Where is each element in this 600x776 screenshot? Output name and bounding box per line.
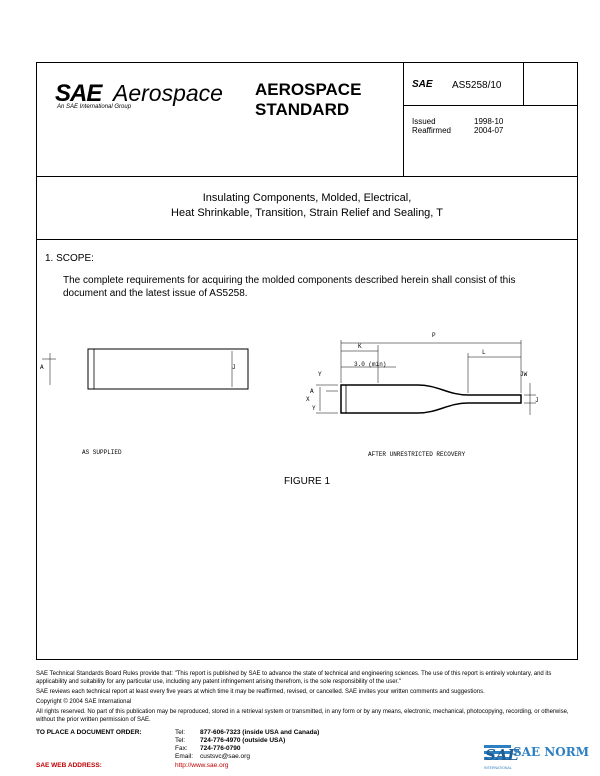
sae-norm-logo-icon [484,743,519,765]
dim-label-min: 3.0 (min) [354,361,387,368]
scope-text-line-1: The complete requirements for acquiring the molded components described herein shall consist of this [63,275,516,286]
title-line-2: STANDARD [255,100,350,119]
sae-small-mark: SAE [412,79,433,90]
logo-tagline: An SAE International Group [57,104,132,110]
tel2-value: 724-776-4970 (outside USA) [200,737,286,744]
document-subject [36,191,578,221]
footer-copyright: Copyright © 2004 SAE International [36,699,132,705]
title-line-1: AEROSPACE [255,80,362,99]
tel-label: Tel: [175,729,186,736]
dim-label-x: X [306,396,310,403]
subject-line-2: Heat Shrinkable, Transition, Strain Relief and Sealing, T [171,207,443,219]
header-column-divider [403,63,404,176]
scope-text-line-2: document and the latest issue of AS5258. [63,288,248,299]
issued-label: Issued [412,117,436,126]
tel2-label: Tel: [175,737,186,744]
dim-label-j-left: J [232,364,236,371]
document-type-title [255,80,361,120]
figure-caption: FIGURE 1 [283,476,331,487]
as-supplied-tube [42,349,248,389]
footer-rights: All rights reserved. No part of this publication may be reproduced, stored in a retrieval system or transmitted, in any form or by any means, electronic, mechanical, photocopying, recording, or otherwise, without the prior written permission of SAE. [36,709,569,723]
fax-value: 724-776-0790 [200,745,241,752]
header-divider [37,176,577,177]
dim-label-jw: JW [520,371,528,378]
reaffirmed-value: 2004-07 [474,126,504,135]
tel-value: 877-606-7323 (inside USA and Canada) [200,729,320,736]
dim-label-a-right: A [310,388,314,395]
footer-review: SAE reviews each technical report at least every five years at which time it may be reaffirmed, revised, or cancelled. SAE invites your written comments and suggestions. [36,689,485,695]
order-label: TO PLACE A DOCUMENT ORDER: [36,729,142,736]
scope-heading: 1. SCOPE: [45,253,94,264]
dim-label-y-bottom: Y [312,405,316,412]
docnum-box-bottom [403,105,577,106]
figure-1-drawing [36,325,578,465]
issued-value: 1998-10 [474,117,504,126]
aerospace-logo-text: Aerospace [113,80,223,106]
dim-label-y-top: Y [318,371,322,378]
fax-label: Fax: [175,745,188,752]
scope-text [63,274,573,300]
reaffirmed-label: Reaffirmed [412,126,451,135]
document-number: AS5258/10 [452,80,502,91]
dim-label-p: P [432,332,436,339]
email-value[interactable]: custsvc@sae.org [200,753,250,760]
docnum-box-divider [523,63,524,105]
dim-label-a-left: A [40,364,44,371]
dim-label-j-right: J [535,397,539,404]
subject-divider [37,239,577,240]
dim-label-k: K [358,343,362,350]
sae-norm-watermark: SAE NORM [513,745,589,759]
dim-label-l: L [482,349,486,356]
web-address-link[interactable]: http://www.sae.org [175,762,229,769]
email-label: Email: [175,753,194,760]
sae-logo-mark: SAE [55,80,102,107]
sae-norm-watermark-sub: INTERNATIONAL [484,766,512,770]
web-address-label: SAE WEB ADDRESS: [36,762,102,769]
svg-text:SAE: SAE [485,746,519,764]
recovered-transition [316,340,536,415]
label-as-supplied: AS SUPPLIED [82,449,122,456]
footer-rules: SAE Technical Standards Board Rules provide that: "This report is published by SAE to advance the state of technical and engineering sciences. The use of this report is entirely voluntary, and its applicability and suitability for any particular use, including any patent infringement arising therefrom, is the sole responsibility of the user." [36,671,552,685]
label-after-recovery: AFTER UNRESTRICTED RECOVERY [368,451,466,458]
subject-line-1: Insulating Components, Molded, Electrical, [202,192,412,204]
